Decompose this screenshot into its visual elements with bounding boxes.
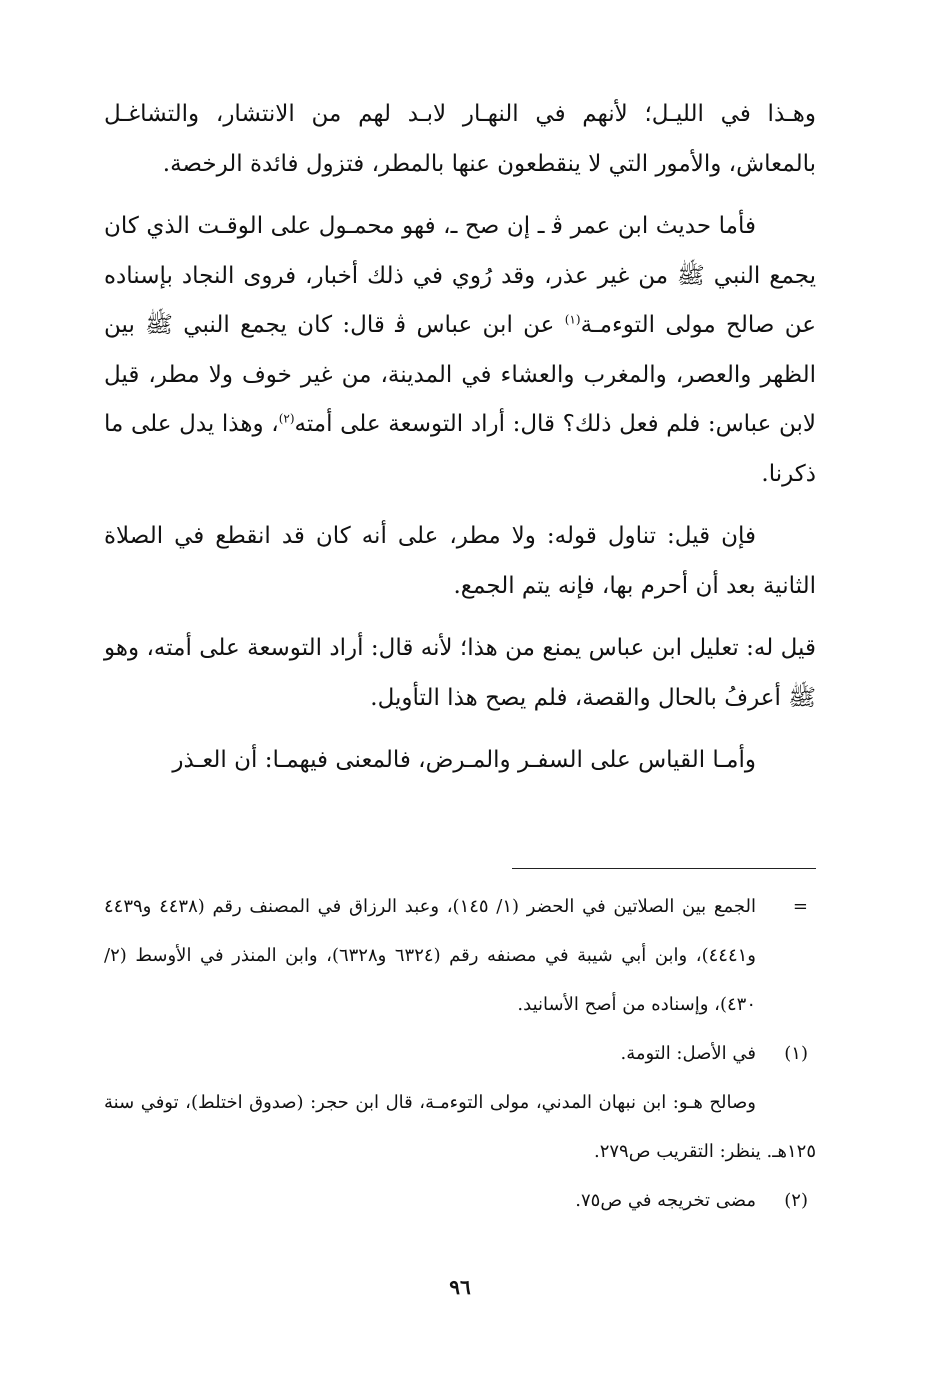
footnote-ref-1[interactable]: (١): [564, 312, 581, 327]
footnote-1-text: في الأصل: التومة.: [620, 1043, 756, 1064]
paragraph-1: وهـذا في الليـل؛ لأنهم في النهـار لابـد لهم من الانتشار، والتشاغـل بالمعاش، والأمور التي لا ينقطعون عنها بالمطر، فتزول فائدة الرخصة.: [104, 101, 816, 177]
footnote-ref-2[interactable]: (٢): [278, 411, 295, 426]
paragraph-4: قيل له: تعليل ابن عباس يمنع من هذا؛ لأنه قال: أراد التوسعة على أمته، وهو ﷺ أعرفُ بالحال والقصة، فلم يصح هذا التأويل.: [104, 635, 816, 711]
paragraph-2: [104, 202, 816, 499]
footnote-2-text: مضى تخريجه في ص٧٥.: [575, 1190, 756, 1211]
footnote-2: [104, 1176, 816, 1225]
footnote-continuation-text: الجمع بين الصلاتين في الحضر (١/ ١٤٥)، وعبد الرزاق في المصنف رقم (٤٤٣٨ و٤٤٣٩ و٤٤٤١)، وابن أبي شيبة في مصنفه رقم (٦٣٢٤ و٦٣٢٨)، وابن المنذر في الأوسط (٢/ ٤٣٠)، وإسناده من أصح الأسانيد.: [104, 896, 756, 1015]
main-text: [104, 90, 816, 786]
continuation-marker: =: [792, 896, 808, 917]
page-number: ٩٦: [449, 1275, 471, 1299]
paragraph-5: وأمـا القياس على السفـر والمـرض، فالمعنى فيهمـا: أن العـذر: [172, 747, 756, 773]
paragraph-2-part-c: ، وهذا يدل على ما ذكرنا.: [104, 411, 816, 487]
paragraph-3: فإن قيل: تناول قوله: ولا مطر، على أنه كان قد انقطع في الصلاة الثانية بعد أن أحرم بها، فإنه يتم الجمع.: [104, 523, 816, 599]
footnote-1-continuation: وصالح هـو: ابن نبهان المدني، مولى التوءمـة، قال ابن حجر: (صدوق اختلط)، توفي سنة ١٢٥هـ. ينظر: التقريب ص٢٧٩.: [104, 1092, 816, 1162]
footnote-1: [104, 1029, 816, 1078]
book-page: [104, 90, 817, 1299]
paragraph-2-part-a: فأما حديث ابن عمر ﭬ ـ إن صح ـ، فهو محمـول على الوقـت الذي كان يجمع النبي ﷺ من غير عذر، وقد رُوي في ذلك أخبار، فروى النجاد بإسناده عن صالح مولى التوءمـة: [104, 213, 816, 338]
footnote-2-marker: (٢): [784, 1190, 808, 1211]
footnote-1-marker: (١): [784, 1043, 808, 1064]
footnote-separator: [512, 868, 816, 869]
paragraph-2-part-b: عن ابن عباس ﭬ قال: كان يجمع النبي ﷺ بين الظهر والعصر، والمغرب والعشاء في المدينة، من غير خوف ولا مطر، قيل لابن عباس: فلم فعل ذلك؟ قال: أراد التوسعة على أمته: [104, 312, 817, 437]
footnotes: [104, 882, 816, 1225]
footnote-continuation: [104, 882, 816, 1029]
